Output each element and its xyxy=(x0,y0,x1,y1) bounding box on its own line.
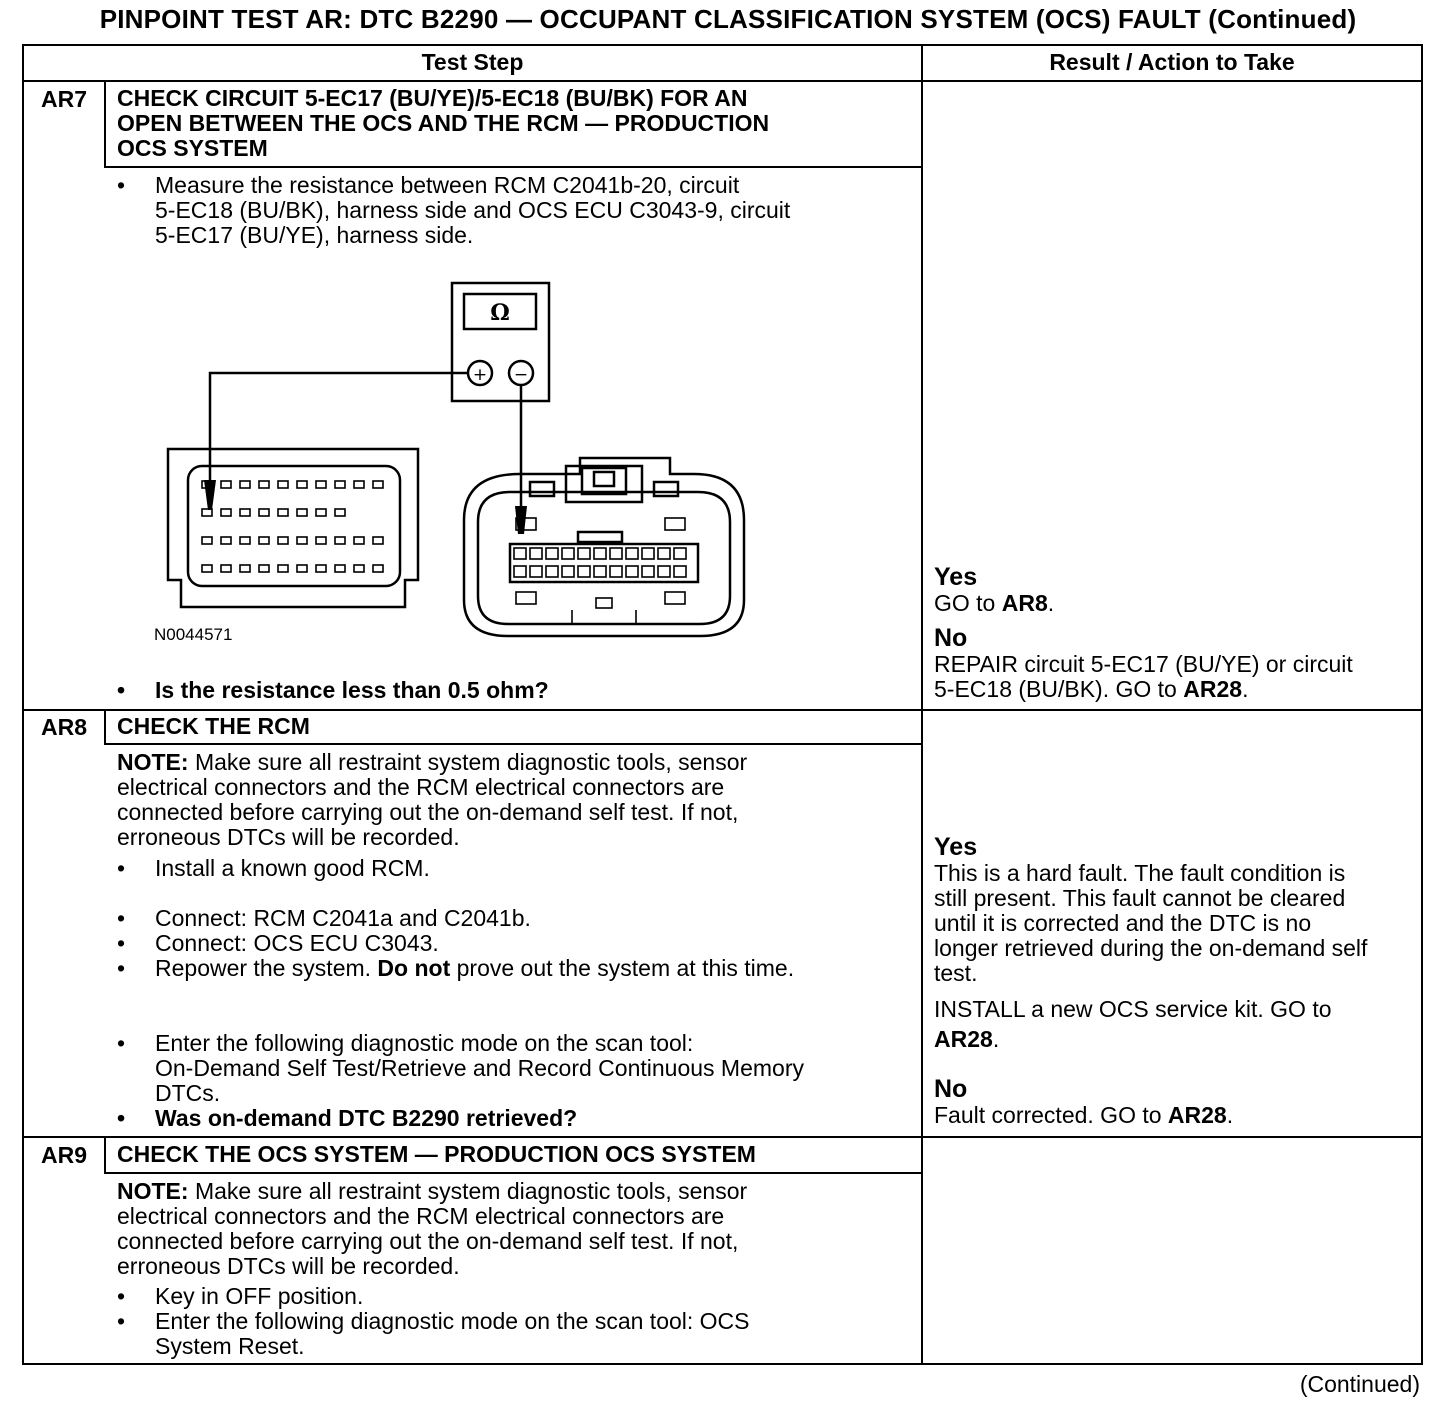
ar9-list xyxy=(117,1284,750,1359)
ar8-no-action: Fault corrected. GO to AR28. xyxy=(934,1102,1234,1128)
ar8-question: • Was on-demand DTC B2290 retrieved? xyxy=(117,1106,804,1131)
ar8-connect-rcm: • Connect: RCM C2041a and C2041b. xyxy=(117,906,794,931)
ar7-measure-item: • Measure the resistance between RCM C2041b-20, circuit 5-EC18 (BU/BK), harness side and OCS ECU C3043-9, circuit 5-EC17 (BU/YE), harness side. xyxy=(117,173,790,248)
step-title-ar9: CHECK THE OCS SYSTEM — PRODUCTION OCS SYSTEM xyxy=(117,1141,756,1167)
step-id-ar7: AR7 xyxy=(40,86,87,112)
figure-id: N0044571 xyxy=(154,625,233,644)
ar8-enter-mode: • Enter the following diagnostic mode on the scan tool: On-Demand Self Test/Retrieve and Record Continuous Memory DTCs. xyxy=(117,1031,804,1106)
ohm-symbol: Ω xyxy=(490,300,510,326)
ar8-yes-text: This is a hard fault. The fault condition is still present. This fault cannot be cleared until it is corrected and the DTC is no longer retrieved during the on-demand self test. xyxy=(934,860,1368,986)
ar7-yes-label: Yes xyxy=(934,563,978,591)
ar8-enter-list xyxy=(117,1031,804,1131)
header-result: Result / Action to Take xyxy=(1049,49,1295,75)
ar8-note: NOTE: Make sure all restraint system diagnostic tools, sensor electrical connectors and the RCM electrical connectors are connected before carrying out the on-demand self test. If not, erroneous DTCs will be recorded. xyxy=(117,749,748,850)
ar8-connect-ocs: • Connect: OCS ECU C3043. xyxy=(117,931,794,956)
page-title: PINPOINT TEST AR: DTC B2290 — OCCUPANT CLASSIFICATION SYSTEM (OCS) FAULT (Continued) xyxy=(99,4,1357,34)
positive-symbol: + xyxy=(472,365,488,385)
ar7-no-action: REPAIR circuit 5-EC17 (BU/YE) or circuit 5-EC18 (BU/BK). GO to AR28. xyxy=(934,651,1353,702)
header-test-step: Test Step xyxy=(421,49,524,75)
ar7-yes-action: GO to AR8. xyxy=(934,590,1055,616)
ar9-key-off: • Key in OFF position. xyxy=(117,1284,750,1309)
ar8-install-item: • Install a known good RCM. xyxy=(117,856,430,881)
ar8-no-label: No xyxy=(934,1075,968,1103)
ar9-note: NOTE: Make sure all restraint system diagnostic tools, sensor electrical connectors and the RCM electrical connectors are connected before carrying out the on-demand self test. If not, erroneous DTCs will be recorded. xyxy=(117,1178,748,1279)
step-id-ar8: AR8 xyxy=(40,714,87,740)
rcm-connector-c2041b xyxy=(168,449,418,607)
continued-label: (Continued) xyxy=(1299,1371,1420,1397)
step-title-ar8: CHECK THE RCM xyxy=(117,713,310,739)
positive-test-lead xyxy=(210,373,468,498)
ar8-yes-label: Yes xyxy=(934,833,978,861)
ar7-no-label: No xyxy=(934,624,968,652)
ar8-results xyxy=(934,834,1367,1128)
ar7-results xyxy=(934,564,1353,702)
negative-symbol: − xyxy=(513,365,529,385)
ar7-question-list xyxy=(117,678,549,703)
ar7-yes-ref: AR8 xyxy=(1001,590,1048,616)
ocs-ecu-connector-c3043 xyxy=(464,458,744,636)
ar8-yes-action: INSTALL a new OCS service kit. GO to AR28. xyxy=(934,996,1332,1052)
step-id-ar9: AR9 xyxy=(40,1142,87,1168)
ar9-enter-mode: • Enter the following diagnostic mode on the scan tool: OCS System Reset. xyxy=(117,1309,750,1359)
ar7-question: • Is the resistance less than 0.5 ohm? xyxy=(117,678,549,703)
step-title-ar7: CHECK CIRCUIT 5-EC17 (BU/YE)/5-EC18 (BU/BK) FOR AN OPEN BETWEEN THE OCS AND THE RCM — PRODUCTION OCS SYSTEM xyxy=(117,85,770,161)
ar8-connect-list xyxy=(117,906,794,981)
ar8-install-list xyxy=(117,856,430,881)
ar7-no-ref: AR28 xyxy=(1183,676,1243,702)
ar8-repower: • Repower the system. Do not prove out the system at this time. xyxy=(117,956,794,981)
